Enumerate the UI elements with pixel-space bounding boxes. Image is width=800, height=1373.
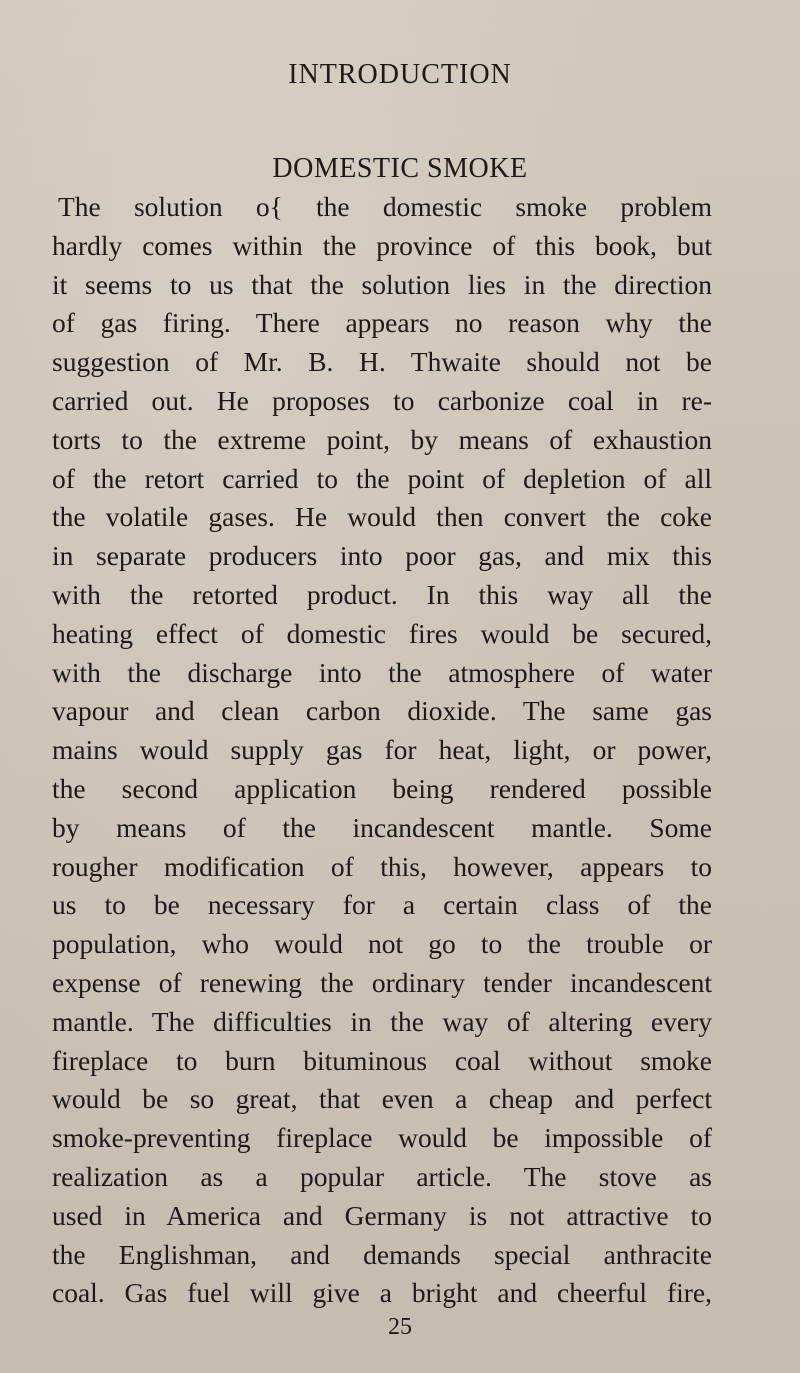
text-line: in separate producers into poor gas, and mix this	[52, 540, 712, 572]
text-line: the second application being rendered possible	[52, 772, 712, 804]
text-line: it seems to us that the solution lies in the direction	[52, 268, 712, 300]
text-line: would be so great, that even a cheap and perfect	[52, 1083, 712, 1115]
text-line: with the retorted product. In this way all the	[52, 578, 712, 610]
section-title: DOMESTIC SMOKE	[272, 153, 528, 184]
body-paragraph	[52, 188, 712, 1313]
text-line: torts to the extreme point, by means of exhaustion	[52, 423, 712, 455]
text-line: of gas firing. There appears no reason why the	[52, 307, 712, 339]
text-line: hardly comes within the province of this book, but	[52, 229, 712, 261]
text-line: the Englishman, and demands special anthracite	[52, 1238, 712, 1270]
text-line: us to be necessary for a certain class of the	[52, 889, 712, 921]
text-line: smoke-preventing fireplace would be impossible of	[52, 1122, 712, 1154]
text-line: The solution o{ the domestic smoke problem	[58, 191, 712, 222]
text-line: of the retort carried to the point of depletion of all	[52, 462, 712, 494]
text-line: coal. Gas fuel will give a bright and cheerful fire,	[52, 1277, 712, 1309]
text-line: with the discharge into the atmosphere of water	[52, 656, 712, 688]
text-line: by means of the incandescent mantle. Some	[52, 811, 712, 843]
text-line: rougher modification of this, however, appears to	[52, 850, 712, 882]
text-line: mains would supply gas for heat, light, or power,	[52, 734, 712, 766]
text-line: expense of renewing the ordinary tender incandescent	[52, 966, 712, 998]
text-line: the volatile gases. He would then convert the coke	[52, 501, 712, 533]
text-line: fireplace to burn bituminous coal without smoke	[52, 1044, 712, 1076]
text-line: used in America and Germany is not attractive to	[52, 1199, 712, 1231]
text-line: vapour and clean carbon dioxide. The same gas	[52, 695, 712, 727]
text-line: heating effect of domestic fires would be secured,	[52, 617, 712, 649]
text-line: suggestion of Mr. B. H. Thwaite should not be	[52, 346, 712, 378]
running-head: INTRODUCTION	[288, 59, 512, 90]
text-line: mantle. The difficulties in the way of altering every	[52, 1005, 712, 1037]
text-line: carried out. He proposes to carbonize coal in re-	[52, 384, 712, 416]
text-line: population, who would not go to the trouble or	[52, 928, 712, 960]
page-number: 25	[388, 1314, 412, 1340]
text-line: realization as a popular article. The stove as	[52, 1160, 712, 1192]
